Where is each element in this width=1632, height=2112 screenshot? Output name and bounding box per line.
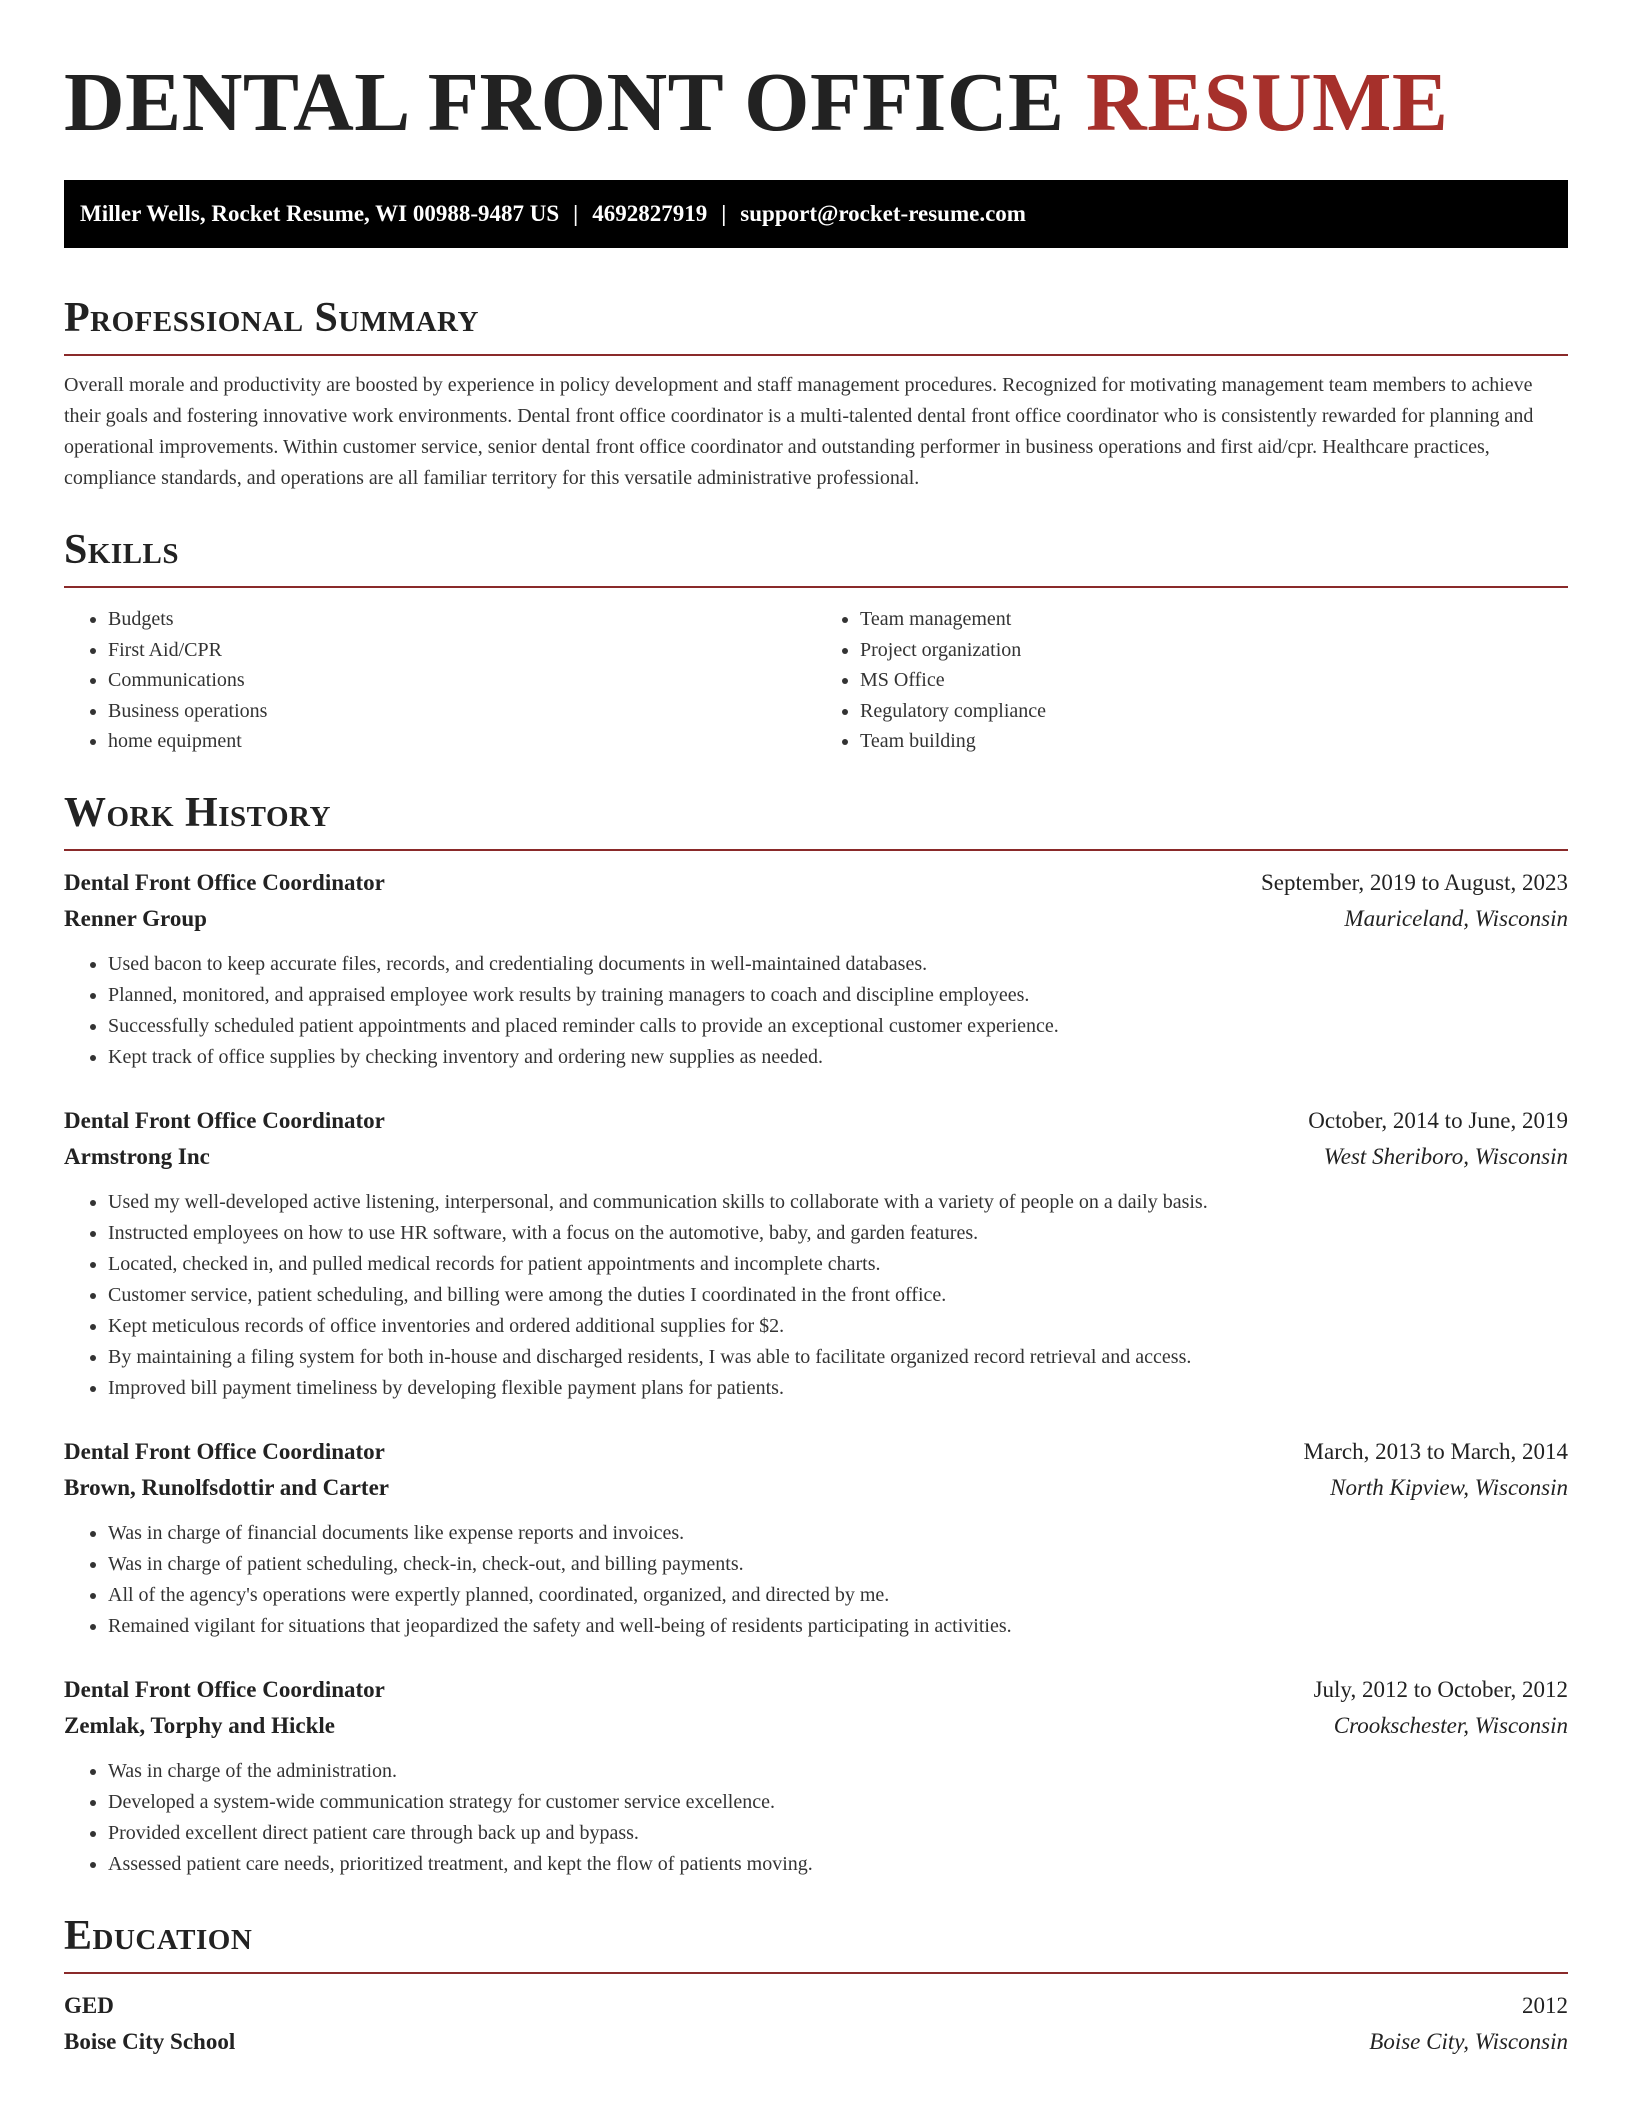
skills-list-left: [64, 604, 816, 757]
job-company-row: [64, 901, 1568, 937]
job-bullet: • Assessed patient care needs, prioritized treatment, and kept the flow of patients moving.: [108, 1849, 1568, 1880]
job-bullet: • Successfully scheduled patient appointments and placed reminder calls to provide an exceptional customer experience.: [108, 1011, 1568, 1042]
job-bullet: • Was in charge of the administration.: [108, 1756, 1568, 1787]
job-title: Dental Front Office Coordinator: [64, 1107, 385, 1133]
job-bullet: • Kept meticulous records of office inventories and ordered additional supplies for $2.: [108, 1311, 1568, 1342]
job-header-row: [64, 1103, 1568, 1139]
job-location: North Kipview, Wisconsin: [1330, 1474, 1568, 1500]
section-divider: [64, 354, 1568, 356]
contact-email: support@rocket-resume.com: [740, 201, 1026, 226]
skill-item: • home equipment: [108, 726, 816, 757]
section-heading-summary: Professional Summary: [64, 295, 479, 341]
education-section: [64, 1908, 1568, 2060]
job-dates: October, 2014 to June, 2019: [1308, 1107, 1568, 1133]
job-entry: [64, 1434, 1568, 1642]
job-bullets: [64, 949, 1568, 1073]
skills-section: [64, 522, 1568, 757]
job-title: Dental Front Office Coordinator: [64, 869, 385, 895]
resume-title: [64, 48, 1568, 158]
education-row: [64, 1988, 1568, 2024]
section-divider: [64, 849, 1568, 851]
education-entry: [64, 1988, 1568, 2060]
job-bullet: • Improved bill payment timeliness by developing flexible payment plans for patients.: [108, 1373, 1568, 1404]
job-bullet: • Located, checked in, and pulled medical records for patient appointments and incomplete charts.: [108, 1249, 1568, 1280]
job-bullet: • Instructed employees on how to use HR software, with a focus on the automotive, baby, and garden features.: [108, 1218, 1568, 1249]
job-company-row: [64, 1708, 1568, 1744]
education-location: Boise City, Wisconsin: [1369, 2028, 1568, 2054]
job-bullet: • Used bacon to keep accurate files, records, and credentialing documents in well-maintained databases.: [108, 949, 1568, 980]
job-header-row: [64, 865, 1568, 901]
skill-item: • Team management: [860, 604, 1568, 635]
section-divider: [64, 1972, 1568, 1974]
job-entry: [64, 1672, 1568, 1880]
summary-text: Overall morale and productivity are boosted by experience in policy development and staff management procedures. Recognized for motivating management team members to achieve their goals and fostering innovative work environments. Dental front office coordinator is a multi-talented dental front office coordinator who is consistently rewarded for planning and operational improvements. Within customer service, senior dental front office coordinator and outstanding performer in business operations and first aid/cpr. Healthcare practices, compliance standards, and operations are all familiar territory for this versatile administrative professional.: [64, 374, 1534, 489]
job-bullet: • Remained vigilant for situations that jeopardized the safety and well-being of residents participating in activities.: [108, 1611, 1568, 1642]
work-history-section: [64, 785, 1568, 1880]
skill-item: • First Aid/CPR: [108, 635, 816, 666]
skill-item: • Team building: [860, 726, 1568, 757]
job-entry: [64, 1103, 1568, 1404]
job-entry: [64, 865, 1568, 1073]
job-company-row: [64, 1139, 1568, 1175]
skill-item: • Business operations: [108, 696, 816, 727]
skill-item: • MS Office: [860, 665, 1568, 696]
job-bullets: [64, 1187, 1568, 1404]
job-company-row: [64, 1470, 1568, 1506]
education-school: Boise City School: [64, 2028, 236, 2054]
skills-list-right: [816, 604, 1568, 757]
section-heading-education: Education: [64, 1912, 253, 1959]
job-dates: September, 2019 to August, 2023: [1260, 869, 1568, 895]
education-row: [64, 2024, 1568, 2060]
job-list: [64, 865, 1568, 1880]
job-bullet: • Was in charge of financial documents like expense reports and invoices.: [108, 1518, 1568, 1549]
job-bullets: [64, 1756, 1568, 1880]
skills-columns: [64, 602, 1568, 757]
professional-summary-section: [64, 290, 1568, 494]
job-company: Renner Group: [64, 905, 207, 931]
contact-bar: [64, 180, 1568, 248]
job-bullet: • Planned, monitored, and appraised employee work results by training managers to coach and discipline employees.: [108, 980, 1568, 1011]
skill-item: • Budgets: [108, 604, 816, 635]
job-header-row: [64, 1434, 1568, 1470]
contact-separator: |: [573, 201, 579, 226]
contact-address: Miller Wells, Rocket Resume, WI 00988-9487 US: [80, 201, 560, 226]
contact-phone: 4692827919: [592, 201, 708, 226]
job-bullet: • Was in charge of patient scheduling, check-in, check-out, and billing payments.: [108, 1549, 1568, 1580]
job-company: Brown, Runolfsdottir and Carter: [64, 1474, 389, 1500]
job-dates: March, 2013 to March, 2014: [1303, 1438, 1568, 1464]
job-bullet: • Used my well-developed active listening, interpersonal, and communication skills to collaborate with a variety of people on a daily basis.: [108, 1187, 1568, 1218]
job-title: Dental Front Office Coordinator: [64, 1438, 385, 1464]
job-location: Crookschester, Wisconsin: [1333, 1712, 1568, 1738]
job-location: Mauriceland, Wisconsin: [1344, 905, 1568, 931]
job-bullet: • All of the agency's operations were expertly planned, coordinated, organized, and directed by me.: [108, 1580, 1568, 1611]
section-heading-work: Work History: [64, 789, 331, 836]
job-dates: July, 2012 to October, 2012: [1313, 1676, 1568, 1702]
job-title: Dental Front Office Coordinator: [64, 1676, 385, 1702]
job-bullet: • By maintaining a filing system for both in-house and discharged residents, I was able to facilitate organized record retrieval and access.: [108, 1342, 1568, 1373]
job-bullet: • Provided excellent direct patient care through back up and bypass.: [108, 1818, 1568, 1849]
section-heading-skills: Skills: [64, 527, 180, 573]
job-company: Armstrong Inc: [64, 1143, 210, 1169]
job-company: Zemlak, Torphy and Hickle: [64, 1712, 335, 1738]
job-bullet: • Kept track of office supplies by checking inventory and ordering new supplies as needed.: [108, 1042, 1568, 1073]
education-degree: GED: [64, 1992, 114, 2018]
education-year: 2012: [1522, 1992, 1568, 2018]
contact-separator: |: [721, 201, 727, 226]
job-bullets: [64, 1518, 1568, 1642]
skill-item: • Regulatory compliance: [860, 696, 1568, 727]
title-main: DENTAL FRONT OFFICE: [64, 56, 1087, 149]
skill-item: • Communications: [108, 665, 816, 696]
job-bullet: • Developed a system-wide communication strategy for customer service excellence.: [108, 1787, 1568, 1818]
job-bullet: • Customer service, patient scheduling, and billing were among the duties I coordinated in the front office.: [108, 1280, 1568, 1311]
skill-item: • Project organization: [860, 635, 1568, 666]
job-location: West Sheriboro, Wisconsin: [1323, 1143, 1568, 1169]
job-header-row: [64, 1672, 1568, 1708]
title-accent: RESUME: [1086, 56, 1449, 149]
section-divider: [64, 586, 1568, 588]
